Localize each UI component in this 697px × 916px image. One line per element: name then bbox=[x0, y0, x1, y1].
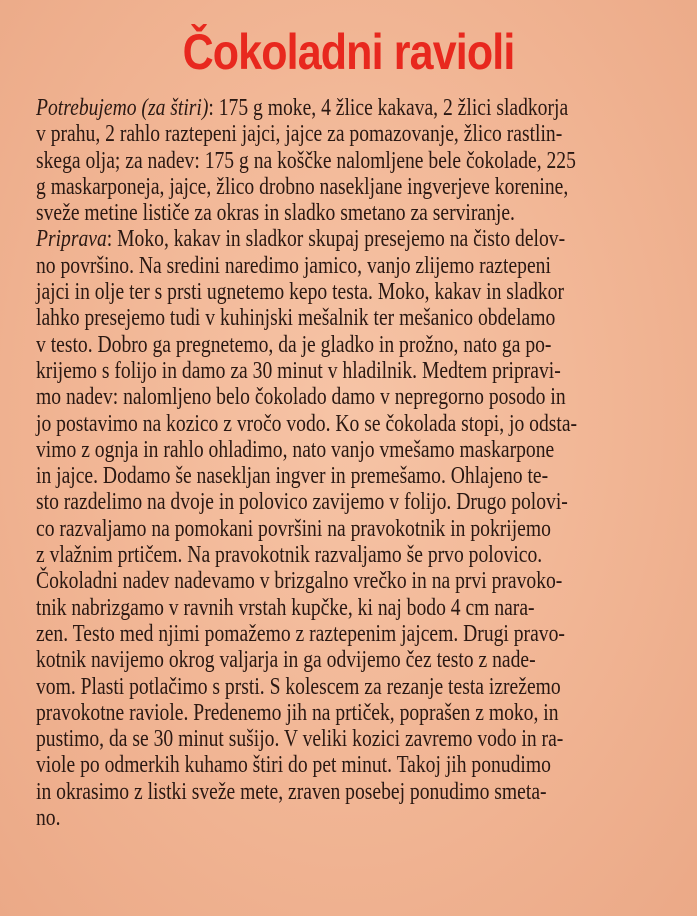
ingredients-text: : 175 g moke, 4 žlice kakava, 2 žlici sladkorja bbox=[208, 94, 569, 121]
ingredients-line: v prahu, 2 rahlo raztepeni jajci, jajce za pomazovanje, žlico rastlin- bbox=[36, 120, 563, 148]
preparation-line bbox=[36, 226, 676, 252]
recipe-title: Čokoladni ravioli bbox=[182, 24, 515, 80]
preparation-line: pravokotne raviole. Predenemo jih na prtiček, poprašen z moko, in bbox=[36, 698, 559, 726]
preparation-line: tnik nabrizgamo v ravnih vrstah kupčke, ki naj bodo 4 cm nara- bbox=[36, 593, 535, 621]
ingredients-label: Potrebujemo (za štiri) bbox=[36, 94, 209, 121]
preparation-text: : Moko, kakav in sladkor skupaj presejemo na čisto delov- bbox=[106, 225, 566, 253]
recipe-body bbox=[36, 95, 676, 831]
ingredients-line bbox=[36, 95, 676, 121]
preparation-line: no. bbox=[36, 804, 61, 832]
ingredients-line: g maskarponeja, jajce, žlico drobno nasekljane ingverjeve korenine, bbox=[36, 172, 569, 200]
preparation-line: kotnik navijemo okrog valjarja in ga odvijemo čez testo z nade- bbox=[36, 646, 536, 674]
preparation-line: jo postavimo na kozico z vročo vodo. Ko se čokolada stopi, jo odsta- bbox=[36, 409, 578, 437]
preparation-line: in okrasimo z listki sveže mete, zraven posebej ponudimo smeta- bbox=[36, 777, 547, 805]
preparation-line: vom. Plasti potlačimo s prsti. S kolescem za rezanje testa izrežemo bbox=[36, 672, 561, 700]
preparation-line: lahko presejemo tudi v kuhinjski mešalnik ter mešanico obdelamo bbox=[36, 304, 556, 332]
preparation-line: sto razdelimo na dvoje in polovico zavijemo v folijo. Drugo polovi- bbox=[36, 488, 568, 516]
preparation-line: Čokoladni nadev nadevamo v brizgalno vrečko in na prvi pravoko- bbox=[36, 567, 563, 595]
preparation-line: in jajce. Dodamo še nasekljan ingver in premešamo. Ohlajeno te- bbox=[36, 462, 549, 490]
ingredients-line: skega olja; za nadev: 175 g na koščke nalomljene bele čokolade, 225 bbox=[36, 146, 576, 174]
ingredients-line: sveže metine lističe za okras in sladko smetano za serviranje. bbox=[36, 199, 515, 227]
preparation-line: z vlažnim prtičem. Na pravokotnik razvaljamo še prvo polovico. bbox=[36, 541, 543, 569]
preparation-line: no površino. Na sredini naredimo jamico, vanjo zlijemo raztepeni bbox=[36, 251, 551, 279]
preparation-line: viole po odmerkih kuhamo štiri do pet minut. Takoj jih ponudimo bbox=[36, 751, 551, 779]
preparation-line: zen. Testo med njimi pomažemo z raztepenim jajcem. Drugi pravo- bbox=[36, 619, 565, 647]
preparation-line: co razvaljamo na pomokani površini na pravokotnik in pokrijemo bbox=[36, 514, 551, 542]
preparation-line: krijemo s folijo in damo za 30 minut v hladilnik. Medtem pripravi- bbox=[36, 356, 561, 384]
preparation-line: mo nadev: nalomljeno belo čokolado damo v nepregorno posodo in bbox=[36, 383, 566, 411]
preparation-line: vimo z ognja in rahlo ohladimo, nato vanjo vmešamo maskarpone bbox=[36, 435, 555, 463]
preparation-line: jajci in olje ter s prsti ugnetemo kepo testa. Moko, kakav in sladkor bbox=[36, 278, 564, 306]
preparation-line: v testo. Dobro ga pregnetemo, da je gladko in prožno, nato ga po- bbox=[36, 330, 552, 358]
preparation-label: Priprava bbox=[36, 225, 107, 253]
preparation-line: pustimo, da se 30 minut sušijo. V veliki kozici zavremo vodo in ra- bbox=[36, 725, 564, 753]
